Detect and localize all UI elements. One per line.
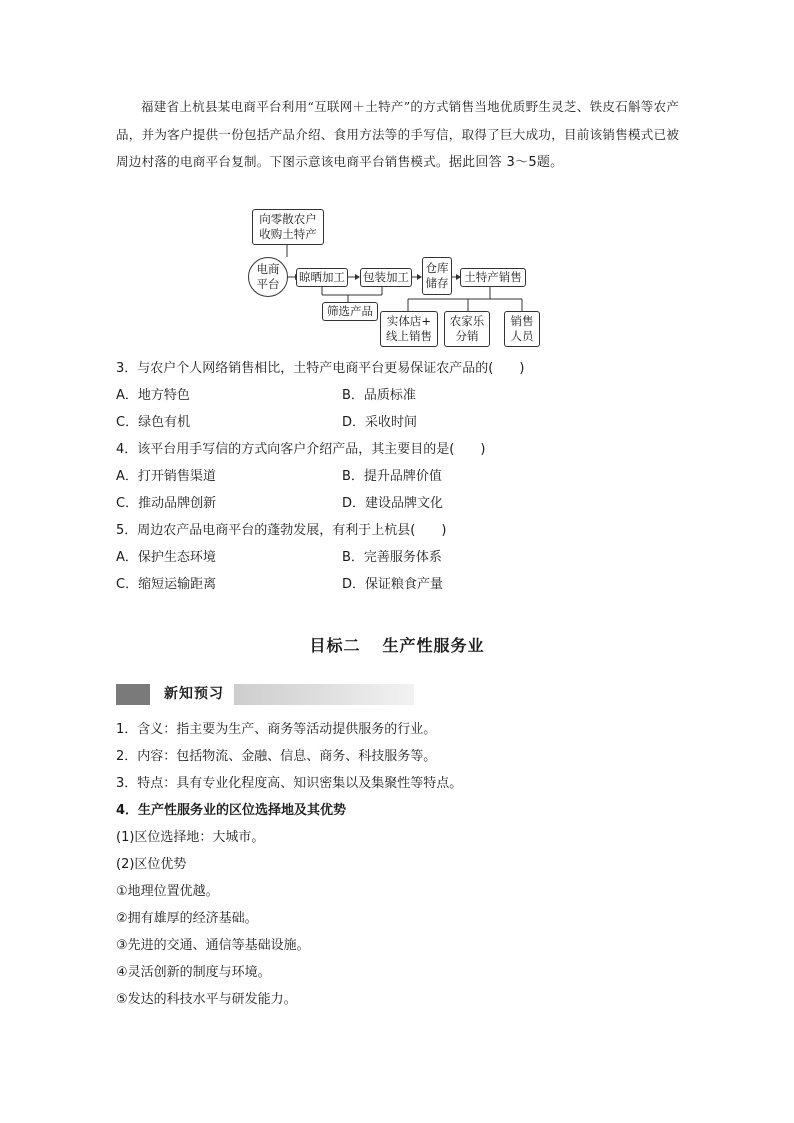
node-platform: 电商 平台 xyxy=(248,257,288,297)
banner-label: 新知预习 xyxy=(150,684,234,705)
question-3-option-d: D．采收时间 xyxy=(342,415,418,430)
question-5-option-b: B．完善服务体系 xyxy=(342,550,442,565)
advantage-item-4: ④灵活创新的制度与环境。 xyxy=(116,965,271,980)
sales-model-diagram xyxy=(240,205,560,353)
point-text: 具有专业化程度高、知识密集以及集聚性等特点。 xyxy=(176,776,463,791)
question-4-option-d: D．建设品牌文化 xyxy=(342,496,444,511)
node-sales: 土特产销售 xyxy=(460,268,526,287)
question-5-option-a: A．保护生态环境 xyxy=(116,550,216,565)
node-drying: 晾晒加工 xyxy=(296,268,348,287)
intro-paragraph xyxy=(116,93,684,177)
question-5-stem: 5．周边农产品电商平台的蓬勃发展，有利于上杭县( ) xyxy=(116,523,447,538)
question-4-option-c: C．推动品牌创新 xyxy=(116,496,217,511)
node-warehouse: 仓库 储存 xyxy=(422,257,452,295)
section-title-number: 目标二 xyxy=(309,636,361,655)
section-banner xyxy=(116,684,414,705)
point-location-choice: (1)区位选择地：大城市。 xyxy=(116,830,265,845)
point-features xyxy=(116,775,462,793)
point-label: 3．特点： xyxy=(116,776,177,791)
point-text: 包括物流、金融、信息、商务、科技服务等。 xyxy=(176,749,437,764)
section-title-text: 生产性服务业 xyxy=(382,636,485,655)
intro-text: 福建省上杭县某电商平台利用“互联网＋土特产”的方式销售当地优质野生灵芝、铁皮石斛等农产品，并为客户提供一份包括产品介绍、食用方法等的手写信，取得了巨大成功，目前该销售模式已被周边村落的电商平台复制。下图示意该电商平台销售模式。 xyxy=(116,99,680,169)
question-4-option-a: A．打开销售渠道 xyxy=(116,469,216,484)
advantage-item-3: ③先进的交通、通信等基础设施。 xyxy=(116,938,310,953)
point-label: 1．含义： xyxy=(116,722,177,737)
point-location-advantages: (2)区位优势 xyxy=(116,857,187,872)
question-5-option-c: C．缩短运输距离 xyxy=(116,577,217,592)
node-packaging: 包装加工 xyxy=(360,268,412,287)
question-4-option-b: B．提升品牌价值 xyxy=(342,469,442,484)
point-location-heading xyxy=(116,802,346,820)
intro-tail: 据此回答 3～5题。 xyxy=(448,155,564,170)
question-4-stem: 4．该平台用手写信的方式向客户介绍产品，其主要目的是( ) xyxy=(116,442,486,457)
node-source: 向零散农户 收购土特产 xyxy=(252,209,324,245)
question-3-stem: 3．与农户个人网络销售相比，土特产电商平台更易保证农产品的( ) xyxy=(116,361,525,376)
node-screening: 筛选产品 xyxy=(322,302,378,321)
question-3-option-c: C．绿色有机 xyxy=(116,415,191,430)
point-label: 2．内容： xyxy=(116,749,177,764)
banner-dark-block xyxy=(116,684,150,705)
advantage-item-1: ①地理位置优越。 xyxy=(116,884,219,899)
point-definition xyxy=(116,721,436,739)
point-content xyxy=(116,748,436,766)
point-text: 指主要为生产、商务等活动提供服务的行业。 xyxy=(176,722,437,737)
question-3-option-a: A．地方特色 xyxy=(116,388,190,403)
section-title xyxy=(0,633,794,656)
node-channel-farm: 农家乐 分销 xyxy=(444,311,490,347)
node-channel-staff: 销售 人员 xyxy=(504,311,540,347)
point-label: 4．生产性服务业的区位选择地及其优势 xyxy=(116,803,347,818)
question-3-option-b: B．品质标准 xyxy=(342,388,416,403)
question-5-option-d: D．保证粮食产量 xyxy=(342,577,444,592)
advantage-item-2: ②拥有雄厚的经济基础。 xyxy=(116,911,258,926)
node-channel-store: 实体店+ 线上销售 xyxy=(380,311,438,347)
advantage-item-5: ⑤发达的科技水平与研发能力。 xyxy=(116,992,297,1007)
